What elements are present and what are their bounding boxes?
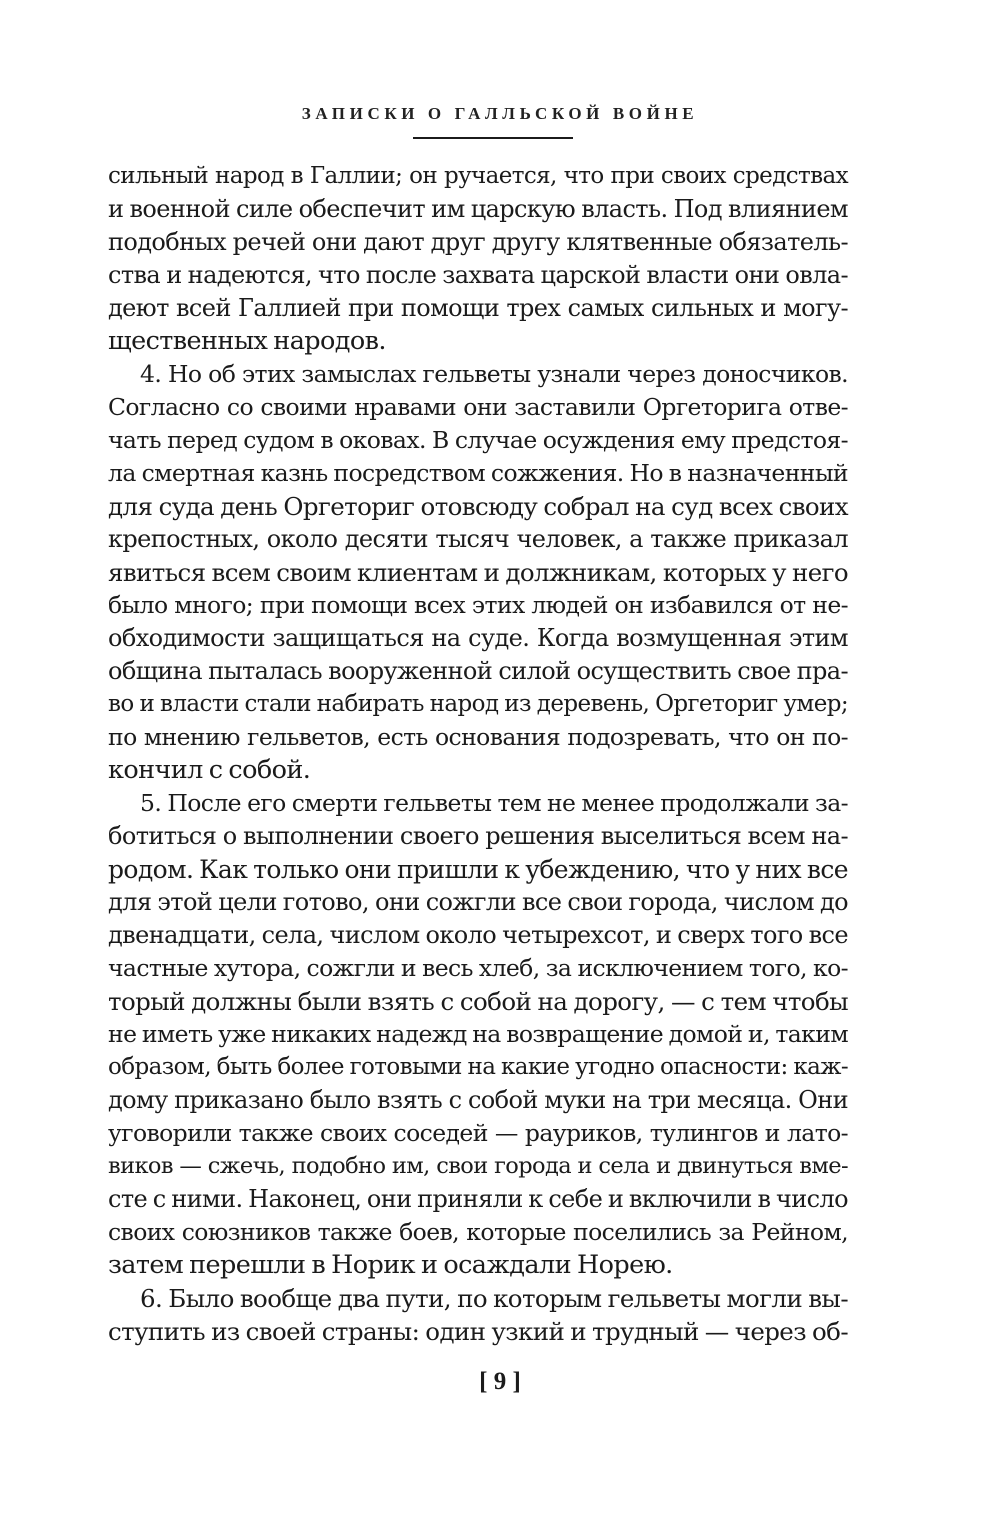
text-line: дому приказано было взять с собой муки на три месяца. Они [108, 1086, 848, 1114]
paragraph-4-start: 4. Но об этих замыслах гельветы узнали через доносчиков. [140, 360, 848, 388]
text-line: и военной силе обеспечит им царскую власть. Под влиянием [108, 195, 848, 223]
page-number: [ 9 ] [479, 1368, 521, 1395]
text-line: по мнению гельветов, есть основания подозревать, что он по- [108, 723, 848, 751]
text-line: крепостных, около десяти тысяч человек, а также приказал [108, 525, 848, 553]
text-line: обходимости защищаться на суде. Когда возмущенная этим [108, 624, 848, 652]
text-line: подобных речей они дают друг другу клятвенные обязатель- [108, 228, 848, 256]
running-head: ЗАПИСКИ О ГАЛЛЬСКОЙ ВОЙНЕ [301, 104, 699, 123]
text-line: ства и надеются, что после захвата царской власти они овла- [108, 261, 848, 289]
text-line: ла смертная казнь посредством сожжения. Но в назначенный [108, 459, 848, 487]
text-line: Согласно со своими нравами они заставили Оргеторига отве- [108, 393, 848, 421]
text-line: торый должны были взять с собой на дорогу, — с тем чтобы [108, 987, 848, 1016]
text-line: кончил с собой. [108, 755, 311, 785]
text-line: деют всей Галлией при помощи трех самых сильных и могу- [108, 294, 848, 322]
text-line: двенадцати, села, числом около четырехсот, и сверх того все [108, 921, 848, 949]
text-line: община пыталась вооруженной силой осуществить свое пра- [108, 657, 848, 685]
text-line: уговорили также своих соседей — рауриков, тулингов и лато- [108, 1119, 848, 1147]
text-line: не иметь уже никаких надежд на возвращение домой и, таким [108, 1020, 848, 1048]
text-line: сте с ними. Наконец, они приняли к себе и включили в число [108, 1185, 848, 1213]
text-line: для этой цели готово, они сожгли все свои города, числом до [108, 888, 848, 916]
text-line: щественных народов. [108, 326, 386, 356]
paragraph-5-start: 5. После его смерти гельветы тем не менее продолжали за- [140, 789, 848, 817]
text-line: чать перед судом в оковах. В случае осуждения ему предстоя- [108, 426, 848, 454]
text-line: для суда день Оргеториг отовсюду собрал на суд всех своих [108, 492, 848, 521]
text-line: было много; при помощи всех этих людей он избавился от не- [108, 591, 848, 619]
text-line: образом, быть более готовыми на какие угодно опасности: каж- [108, 1054, 848, 1080]
text-line: частные хутора, сожгли и весь хлеб, за исключением того, ко- [108, 954, 848, 982]
text-line: сильный народ в Галлии; он ручается, что при своих средствах [108, 163, 848, 189]
body-text [108, 160, 848, 1348]
text-line: ступить из своей страны: один узкий и трудный — через об- [108, 1317, 848, 1346]
text-line: во и власти стали набирать народ из деревень, Оргеториг умер; [108, 691, 848, 717]
paragraph-6-start: 6. Было вообще два пути, по которым гельветы могли вы- [140, 1284, 848, 1313]
text-line: ботиться о выполнении своего решения выселиться всем на- [108, 822, 848, 850]
text-line: явиться всем своим клиентам и должникам, которых у него [108, 558, 848, 587]
text-line: виков — сжечь, подобно им, свои города и села и двинуться вме- [108, 1153, 848, 1179]
text-line: родом. Как только они пришли к убеждению, что у них все [108, 855, 848, 884]
text-line: затем перешли в Норик и осаждали Норею. [108, 1250, 673, 1280]
running-head-rule [413, 137, 573, 139]
text-line: своих союзников также боев, которые поселились за Рейном, [108, 1218, 848, 1246]
